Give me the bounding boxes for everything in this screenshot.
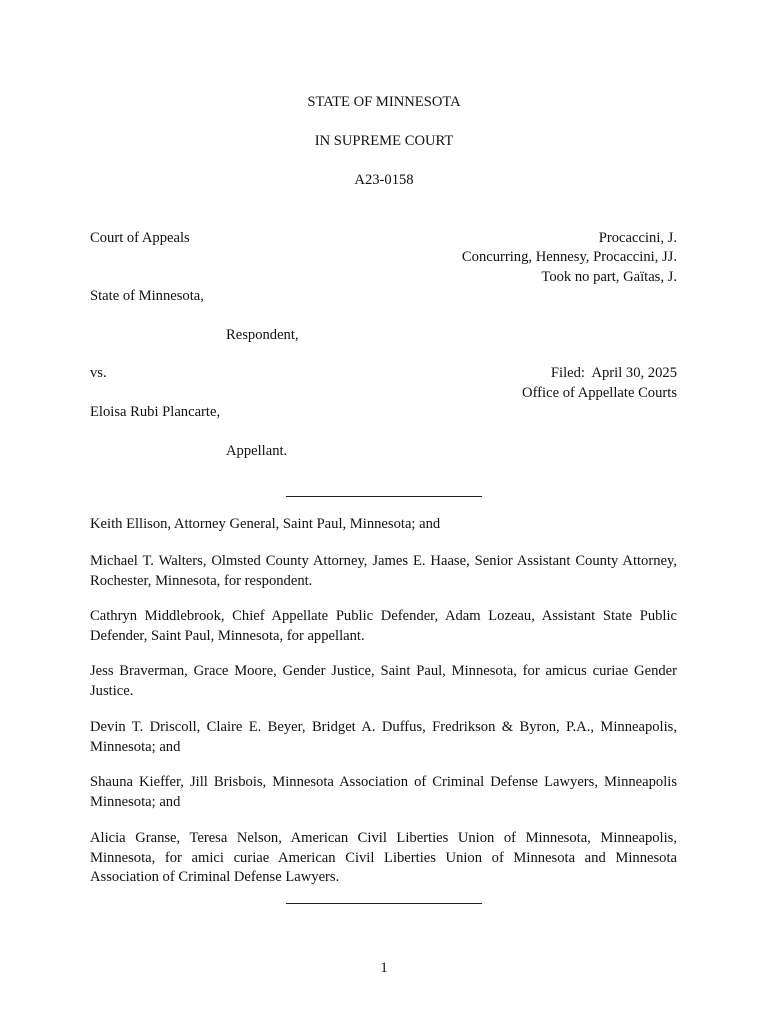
party-appellant-role: Appellant. <box>226 443 288 459</box>
took-no-part: Took no part, Gaïtas, J. <box>541 269 677 285</box>
docket-number: A23-0158 <box>354 172 414 188</box>
state-heading: STATE OF MINNESOTA <box>307 94 461 110</box>
versus: vs. <box>90 365 107 381</box>
divider-top <box>286 496 482 497</box>
page-number: 1 <box>380 960 388 976</box>
counsel-paragraph: Shauna Kieffer, Jill Brisbois, Minnesota Association of Criminal Defense Lawyers, Minneapolis Minnesota; and <box>90 774 677 810</box>
divider-bottom <box>286 903 482 904</box>
party-appellant-name: Eloisa Rubi Plancarte, <box>90 404 221 420</box>
counsel-paragraph: Michael T. Walters, Olmsted County Attorney, James E. Haase, Senior Assistant County Attorney, Rochester, Minnesota, for respondent. <box>90 553 677 589</box>
counsel-paragraph: Alicia Granse, Teresa Nelson, American Civil Liberties Union of Minnesota, Minneapolis, Minnesota, for amici curiae American Civil Liberties Union of Minnesota and Minnesota Association of Criminal Defense Lawyers. <box>90 830 677 885</box>
counsel-paragraph: Cathryn Middlebrook, Chief Appellate Public Defender, Adam Lozeau, Assistant State Public Defender, Saint Paul, Minnesota, for appellant. <box>90 608 677 644</box>
author-justice: Procaccini, J. <box>598 230 677 246</box>
party-respondent-role: Respondent, <box>226 327 299 343</box>
counsel-paragraph: Jess Braverman, Grace Moore, Gender Justice, Saint Paul, Minnesota, for amicus curiae Gender Justice. <box>90 663 677 699</box>
lower-court: Court of Appeals <box>90 230 190 246</box>
counsel-paragraph: Devin T. Driscoll, Claire E. Beyer, Bridget A. Duffus, Fredrikson & Byron, P.A., Minneapolis, Minnesota; and <box>90 719 677 755</box>
filed-date: Filed: April 30, 2025 <box>550 365 677 381</box>
counsel-paragraph: Keith Ellison, Attorney General, Saint Paul, Minnesota; and <box>90 516 441 532</box>
court-heading: IN SUPREME COURT <box>314 133 454 149</box>
party-respondent-name: State of Minnesota, <box>90 288 204 304</box>
filing-office: Office of Appellate Courts <box>522 385 677 401</box>
concurring-justices: Concurring, Hennesy, Procaccini, JJ. <box>461 249 677 265</box>
